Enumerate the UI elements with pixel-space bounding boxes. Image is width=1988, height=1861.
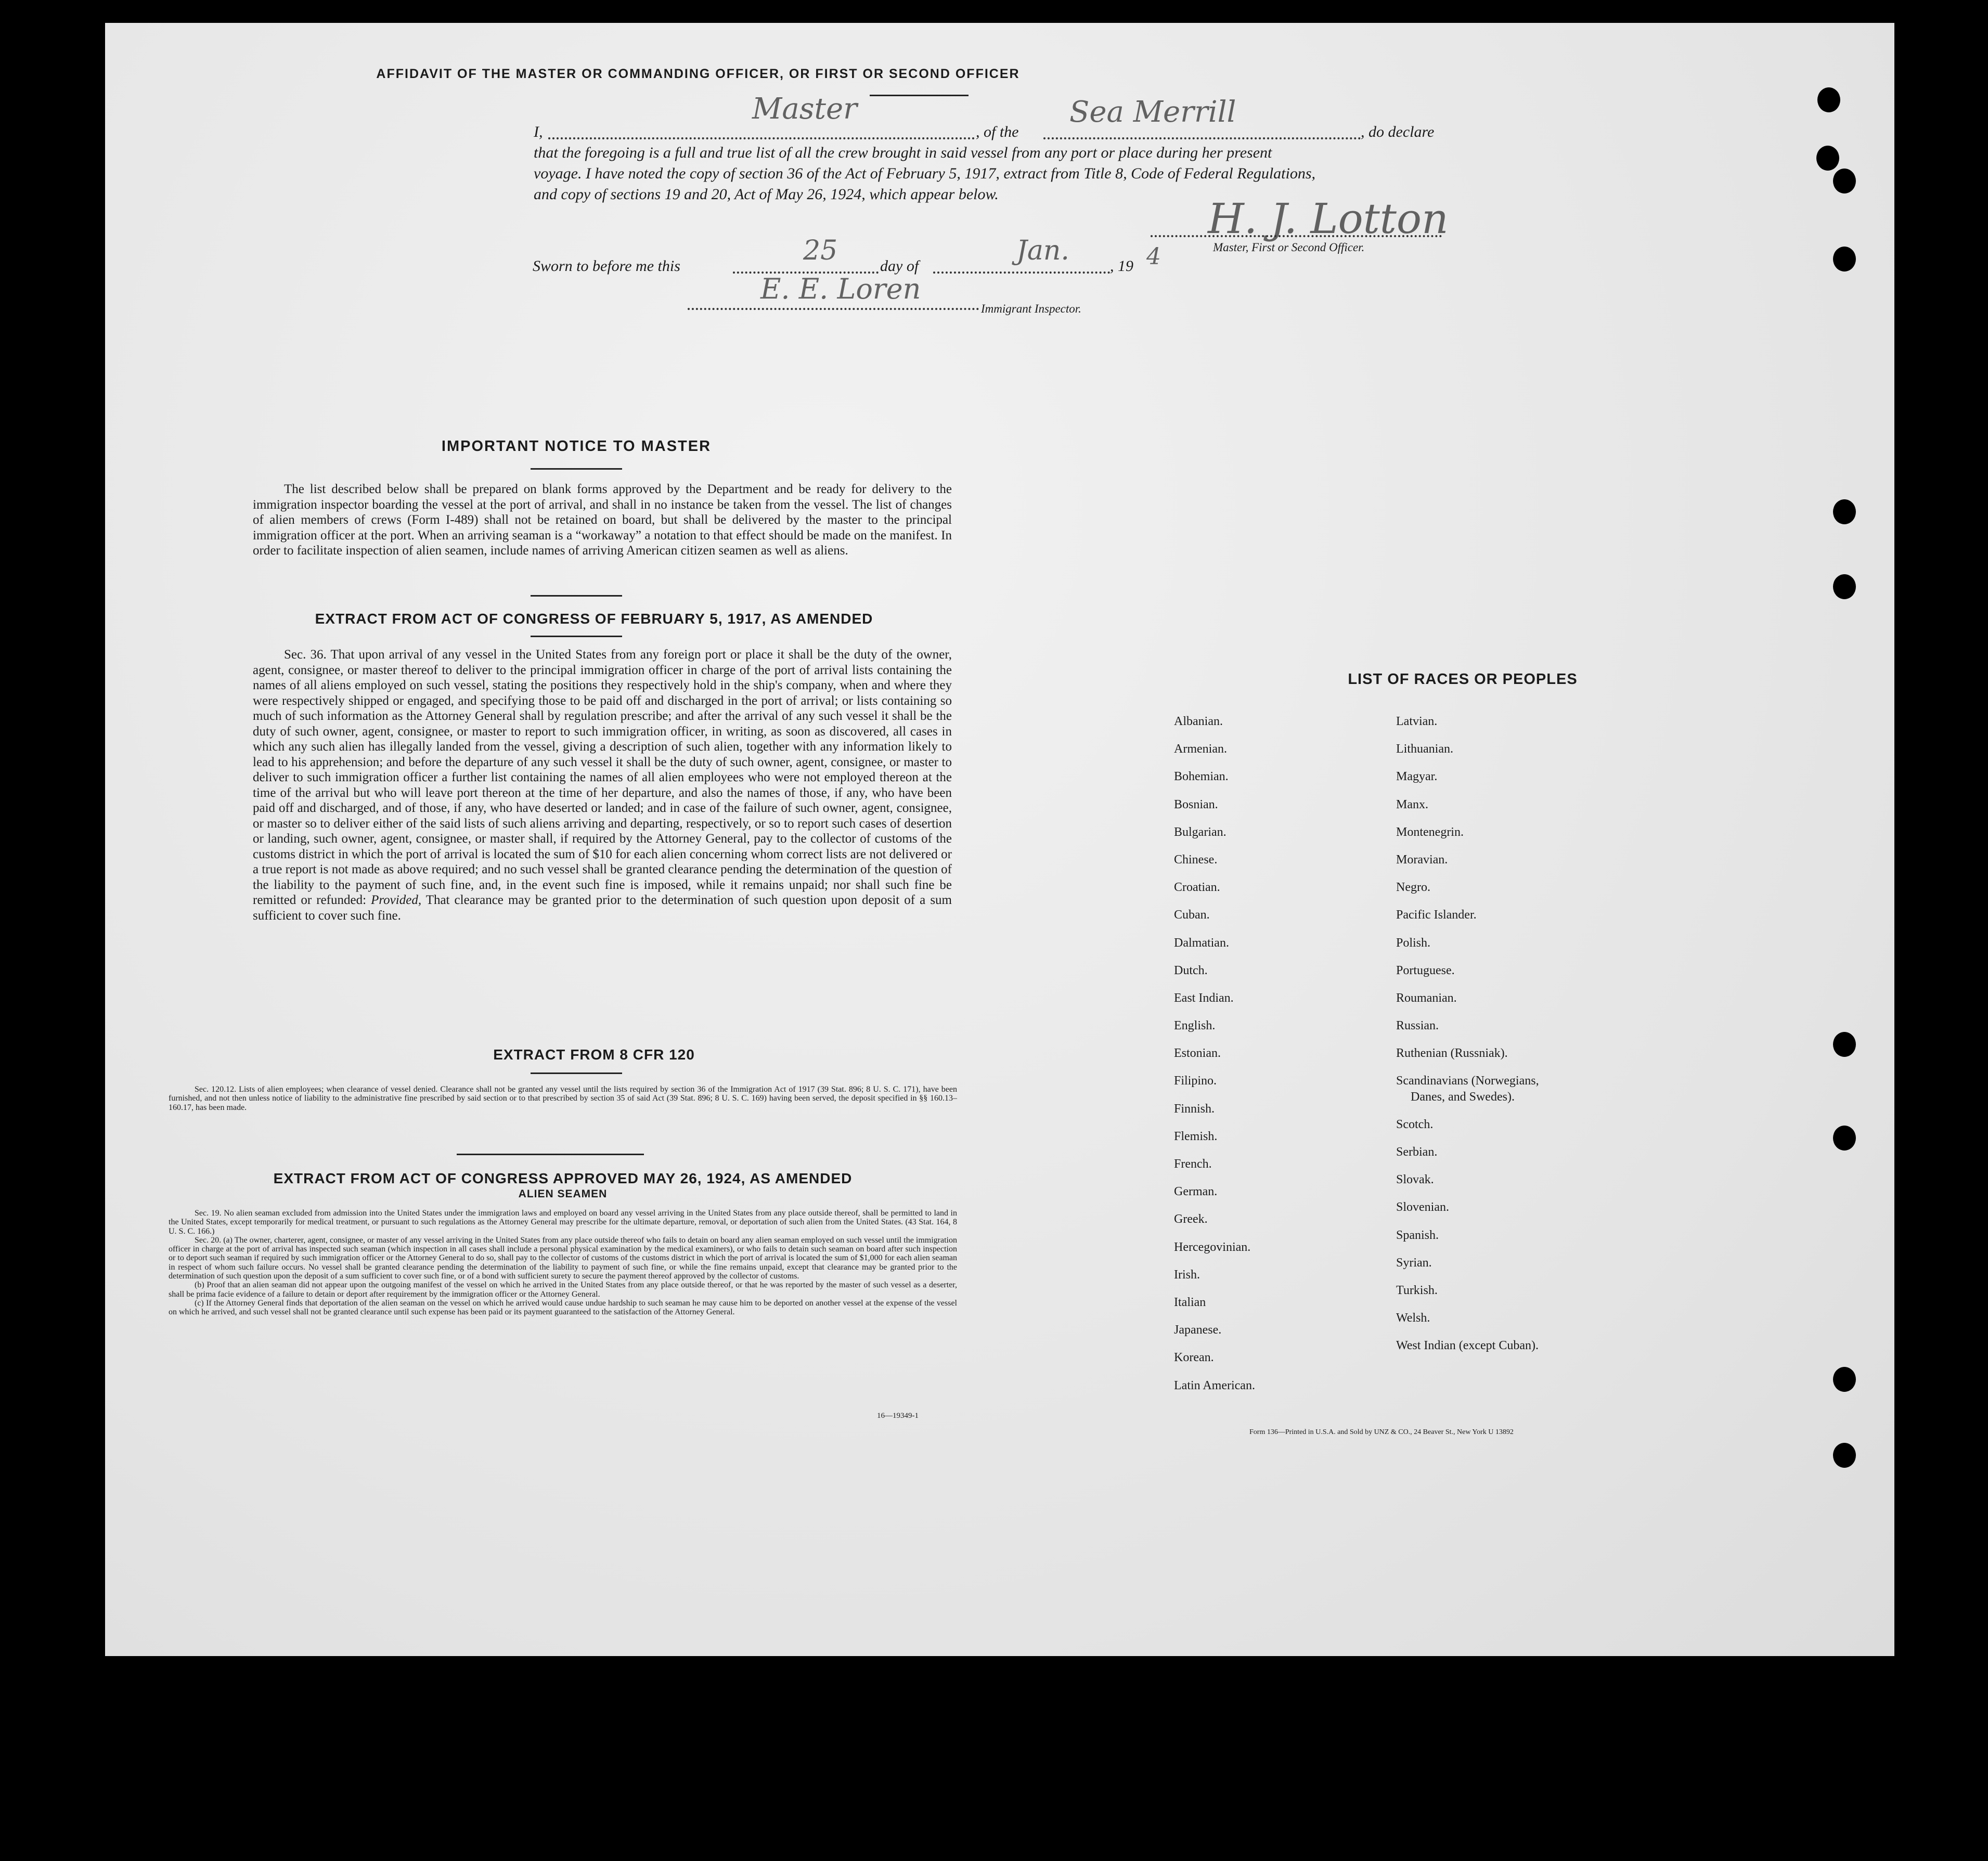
race-entry: Scotch. [1396, 1117, 1434, 1131]
sworn-label: Sworn to before me this [533, 257, 680, 275]
punch-hole [1833, 1126, 1856, 1151]
race-entry: Slovak. [1396, 1173, 1434, 1187]
title-underline [870, 95, 969, 96]
race-entry: Bosnian. [1174, 797, 1218, 811]
sec-36-end: That clearance may be granted prior to the determination of such question upon deposit of a sum sufficient to cover such fine. [253, 893, 952, 923]
extract-1924-body [169, 1209, 957, 1317]
race-entry: Flemish. [1174, 1129, 1218, 1143]
race-entry: Dutch. [1174, 963, 1208, 977]
race-entry: Korean. [1174, 1351, 1214, 1365]
inspector-label: Immigrant Inspector. [981, 302, 1081, 315]
race-entry: Moravian. [1396, 852, 1448, 867]
provided-word: Provided, [371, 893, 422, 907]
race-entry: Latin American. [1174, 1378, 1255, 1392]
notice-underline [531, 468, 622, 470]
sec-20b: (b) Proof that an alien seaman did not appear upon the outgoing manifest of the vessel on which he arrived in the United States from any place outside thereof, or that he was reported by the master of such vessel as a deserter, shall be prima facie evidence of a failure to detain or deport after requirement by the immigration officer or the Attorney General. [169, 1281, 957, 1299]
sec-36-text: That upon arrival of any vessel in the United States from any foreign port or place it shall be the duty of the owner, agent, consignee, or master thereof to deliver to the principal immigration officer in charge of the port of arrival lists containing the names of all aliens employed on such vessel, stating the positions they respectively hold in the ship's company, when and where they were respectively shipped or engaged, and specifying those to be paid off and discharged in the port of arrival; or lists containing so much of such information as the Attorney General shall by regulation prescribe; and after the arrival of any such vessel it shall be the duty of such owner, agent, consignee, or master to report to such immigration officer, in writing, as soon as discovered, all cases in which any such alien has illegally landed from the vessel, giving a description of such alien, together with any information likely to lead to his apprehension; and before the departure of any such vessel it shall be the duty of such owner, agent, consignee, or master to deliver to such immigration officer a further list containing the names of all alien employees who were not employed thereon at the time of the arrival but who will leave port thereon at the time of her departure, and also the names of those, if any, who have been paid off and discharged, and of those, if any, who have deserted or landed; and in case of the failure of such owner, agent, consignee, or master so to deliver either of the said lists of such aliens arriving and departing, respectively, or so to report such cases of desertion or landing, such owner, agent, consignee, or master shall, if required by the Attorney General, pay to the collector of customs of the customs district in which the port of arrival is located the sum of $10 for each alien concerning whom correct lists are not delivered or a true report is not made as above required; and no such vessel shall be granted clearance pending the determination of the question of the liability to the payment of such fine, and, in the event such fine is imposed, while it remains unpaid; nor shall such fine be remitted or refunded: [253, 648, 952, 907]
race-entry: Magyar. [1396, 770, 1438, 784]
race-entry: Italian [1174, 1295, 1206, 1309]
extract-1917-title: EXTRACT FROM ACT OF CONGRESS OF FEBRUARY 5, 1917, AS AMENDED [315, 611, 873, 627]
race-entry: Welsh. [1396, 1311, 1430, 1325]
punch-hole [1833, 1032, 1856, 1057]
cfr-title: EXTRACT FROM 8 CFR 120 [493, 1046, 695, 1063]
affidavit-title: AFFIDAVIT OF THE MASTER OR COMMANDING OFFICER, OR FIRST OR SECOND OFFICER [376, 67, 1020, 81]
sec-20c: (c) If the Attorney General finds that deportation of the alien seaman on the vessel on which he arrived would cause undue hardship to such seaman he may cause him to be deported on another vessel at the expense of the vessel on which he arrived, and such vessel shall not be granted clearance until such expense has been paid or its payment guaranteed to the satisfaction of the Attorney General. [169, 1298, 957, 1317]
race-entry: East Indian. [1174, 991, 1234, 1005]
race-entry: Latvian. [1396, 715, 1438, 728]
race-entry: Hercegovinian. [1174, 1240, 1251, 1254]
alien-seamen-subtitle: ALIEN SEAMEN [518, 1188, 608, 1200]
race-entry: Bulgarian. [1174, 825, 1227, 839]
year-handwriting: 4 [1146, 243, 1161, 270]
race-entry: Negro. [1396, 881, 1430, 895]
race-entry: Serbian. [1396, 1145, 1438, 1159]
punch-hole [1833, 1367, 1856, 1392]
sec-20a: Sec. 20. (a) The owner, charterer, agent, consignee, or master of any vessel arriving in the United States from any place outside thereof who fails to detain on board any alien seaman employed on such vessel until the immigration officer in charge at the port of arrival has inspected such seaman (which inspection in all cases shall include a personal physical examination by the medical examiners), or who fails to detain such seaman on board after such inspection or to deport such seaman if required by such immigration officer or the Attorney General to do so, shall pay to the collector of customs of the customs district in which the port of arrival is located the sum of $1,000 for each alien seaman in respect of whom such failure occurs. No vessel shall be granted clearance pending the determination of the liability to payment of such fine, or while the fine remains unpaid, except that clearance may be granted prior to the determination of such question upon the deposit of a sum sufficient to cover such fine, or of a bond with sufficient surety to secure the payment thereof approved by the collector of customs. [169, 1235, 957, 1281]
race-entry: Danes, and Swedes). [1411, 1090, 1515, 1104]
race-entry: West Indian (except Cuban). [1396, 1339, 1539, 1353]
race-entry: Slovenian. [1396, 1200, 1449, 1214]
race-entry: Lithuanian. [1396, 742, 1453, 756]
race-entry: Filipino. [1174, 1074, 1217, 1088]
race-entry: Manx. [1396, 797, 1428, 811]
punch-hole [1833, 574, 1856, 599]
inspector-signature: E. E. Loren [760, 273, 921, 305]
race-entry: Chinese. [1174, 852, 1218, 867]
notice-end-rule [531, 595, 622, 597]
race-entry: Cuban. [1174, 908, 1210, 922]
month-line [933, 272, 1110, 274]
race-entry: Spanish. [1396, 1228, 1439, 1242]
punch-hole [1817, 87, 1840, 112]
race-entry: Pacific Islander. [1396, 908, 1477, 922]
affidavit-line-4: and copy of sections 19 and 20, Act of May 26, 1924, which appear below. [534, 186, 999, 203]
inspector-line [688, 308, 979, 310]
race-entry: Portuguese. [1396, 963, 1455, 977]
race-entry: Syrian. [1396, 1256, 1432, 1270]
section-divider [457, 1154, 644, 1155]
races-right-column [1396, 714, 1539, 1366]
race-entry: Montenegrin. [1396, 825, 1464, 839]
print-code: 16—19349-1 [877, 1412, 919, 1420]
race-entry: Polish. [1396, 936, 1431, 950]
race-entry: Finnish. [1174, 1102, 1215, 1116]
punch-hole [1833, 247, 1856, 272]
master-handwriting: Master [752, 92, 857, 126]
race-entry: Roumanian. [1396, 991, 1457, 1005]
month-handwriting: Jan. [1016, 235, 1069, 266]
race-entry: Greek. [1174, 1212, 1208, 1226]
master-signature: H. J. Lotton [1208, 195, 1449, 243]
vessel-line [1043, 137, 1361, 139]
race-entry: English. [1174, 1019, 1216, 1033]
punch-hole [1816, 146, 1839, 171]
year-prefix: , 19 [1110, 257, 1133, 275]
cfr-body: Sec. 120.12. Lists of alien employees; when clearance of vessel denied. Clearance shall not be granted any vessel until the lists required by section 36 of the Immigration Act of 1917 (39 Stat. 896; 8 U. S. C. 171), have been furnished, and not then unless notice of liability to the administrative fine prescribed by said section or to that prescribed by section 35 of said Act (39 Stat. 896; 8 U. S. C. 169) having been served, the deposit specified in §§ 160.13–160.17, has been made. [169, 1085, 957, 1112]
document-sheet [105, 23, 1894, 1656]
punch-hole [1833, 1443, 1856, 1468]
race-entry: Ruthenian (Russniak). [1396, 1046, 1508, 1061]
race-entry: Dalmatian. [1174, 936, 1229, 950]
affidavit-i: I, [534, 123, 543, 140]
race-entry: Albanian. [1174, 715, 1223, 728]
day-handwriting: 25 [803, 235, 838, 266]
race-entry: French. [1174, 1157, 1212, 1171]
cfr-underline [531, 1072, 622, 1074]
form-footer: Form 136—Printed in U.S.A. and Sold by UNZ & CO., 24 Beaver St., New York U 13892 [1249, 1428, 1514, 1436]
races-left-column [1174, 714, 1255, 1405]
race-entry: Croatian. [1174, 881, 1220, 895]
race-entry: Turkish. [1396, 1283, 1438, 1297]
race-entry: Armenian. [1174, 742, 1227, 756]
punch-hole [1833, 499, 1856, 524]
race-entry: Russian. [1396, 1019, 1439, 1033]
race-entry: Scandinavians (Norwegians, [1396, 1074, 1539, 1088]
race-entry: German. [1174, 1185, 1218, 1199]
sec-19: Sec. 19. No alien seaman excluded from admission into the United States under the immigration laws and employed on board any vessel arriving in the United States from any place outside thereof, shall be permitted to land in the United States, except temporarily for medical treatment, or pursuant to such regulations as the Attorney General may prescribe for the ultimate departure, removal, or deportation of such alien from the United States. (43 Stat. 164, 8 U. S. C. 166.) [169, 1209, 957, 1236]
extract-1917-body [253, 647, 952, 923]
race-entry: Japanese. [1174, 1323, 1222, 1337]
extract-1924-title: EXTRACT FROM ACT OF CONGRESS APPROVED MAY 26, 1924, AS AMENDED [273, 1170, 853, 1186]
race-entry: Bohemian. [1174, 770, 1229, 784]
affidavit-line-2: that the foregoing is a full and true list of all the crew brought in said vessel from any port or place during her present [534, 144, 1272, 161]
vessel-handwriting: Sea Merrill [1069, 95, 1236, 129]
punch-hole [1833, 169, 1856, 193]
of-the-label: , of the [976, 123, 1019, 140]
notice-title: IMPORTANT NOTICE TO MASTER [441, 438, 712, 455]
name-line [548, 137, 975, 139]
declare-label: , do declare [1361, 123, 1435, 140]
sec-36-label: Sec. 36. [284, 648, 327, 662]
races-title: LIST OF RACES OR PEOPLES [1348, 671, 1578, 688]
signature-label: Master, First or Second Officer. [1213, 241, 1365, 254]
day-of-label: day of [880, 257, 919, 275]
notice-body: The list described below shall be prepared on blank forms approved by the Department and be ready for delivery to the immigration inspector boarding the vessel at the port of arrival, and shall in no instance be taken from the vessel. The list of changes of alien members of crews (Form I-489) shall not be retained on board, but shall be delivered by the master to the principal immigration officer at the port. When an arriving seaman is a “workaway” a notation to that effect should be made on the manifest. In order to facilitate inspection of alien seamen, include names of arriving American citizen seamen as well as aliens. [253, 482, 952, 558]
affidavit-line-3: voyage. I have noted the copy of section 36 of the Act of February 5, 1917, extract from Title 8, Code of Federal Regulations, [534, 165, 1316, 182]
race-entry: Irish. [1174, 1268, 1200, 1282]
race-entry: Estonian. [1174, 1046, 1221, 1061]
extract-1917-underline [531, 636, 622, 637]
